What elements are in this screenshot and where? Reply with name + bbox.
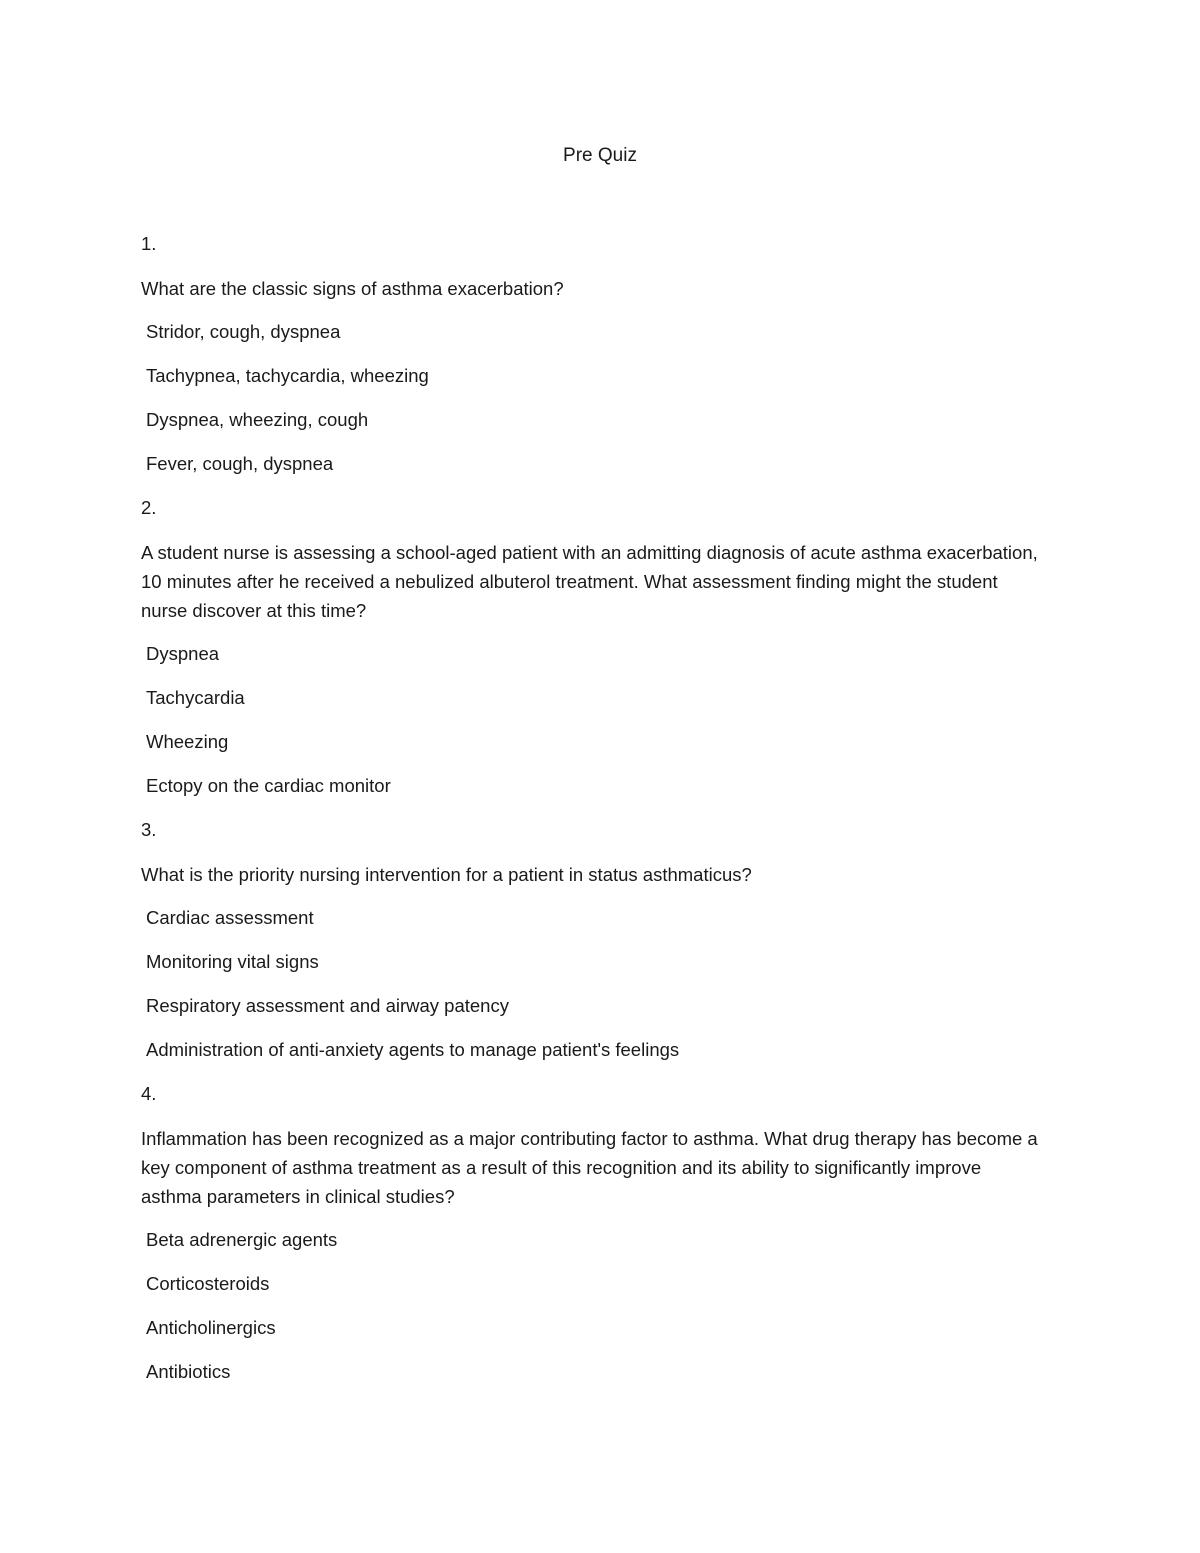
question-text: A student nurse is assessing a school-aged patient with an admitting diagnosis of acute asthma exacerbation, 10 minutes after he received a nebulized albuterol treatment. What assessment finding might the student nurse discover at this time? <box>141 542 1038 621</box>
question-number: 4. <box>141 1083 157 1104</box>
question-1 <box>141 230 1046 478</box>
answer-option: Cardiac assessment <box>146 907 314 928</box>
answer-option: Beta adrenergic agents <box>146 1229 338 1250</box>
page-title: Pre Quiz <box>563 145 637 166</box>
answer-option: Respiratory assessment and airway patency <box>146 995 509 1016</box>
answer-option: Dyspnea <box>146 643 220 664</box>
answer-option: Dyspnea, wheezing, cough <box>146 409 369 430</box>
question-text: What are the classic signs of asthma exacerbation? <box>141 278 564 299</box>
answer-option: Tachycardia <box>146 687 245 708</box>
answer-option: Monitoring vital signs <box>146 951 319 972</box>
answer-option: Anticholinergics <box>146 1317 276 1338</box>
answer-option: Corticosteroids <box>146 1273 270 1294</box>
question-text: Inflammation has been recognized as a major contributing factor to asthma. What drug therapy has become a key component of asthma treatment as a result of this recognition and its ability to significantly improve asthma parameters in clinical studies? <box>141 1128 1038 1207</box>
question-2 <box>141 494 1046 800</box>
answer-option: Tachypnea, tachycardia, wheezing <box>146 365 429 386</box>
answer-option: Antibiotics <box>146 1361 231 1382</box>
answer-option: Stridor, cough, dyspnea <box>146 321 341 342</box>
question-number: 1. <box>141 233 157 254</box>
quiz-content <box>141 230 1046 1402</box>
answer-option: Fever, cough, dyspnea <box>146 453 334 474</box>
question-number: 3. <box>141 819 157 840</box>
answer-option: Wheezing <box>146 731 229 752</box>
question-text: What is the priority nursing intervention for a patient in status asthmaticus? <box>141 864 752 885</box>
question-3 <box>141 816 1046 1064</box>
answer-option: Ectopy on the cardiac monitor <box>146 775 391 796</box>
answer-option: Administration of anti-anxiety agents to manage patient's feelings <box>146 1039 680 1060</box>
question-number: 2. <box>141 497 157 518</box>
question-4 <box>141 1080 1046 1386</box>
